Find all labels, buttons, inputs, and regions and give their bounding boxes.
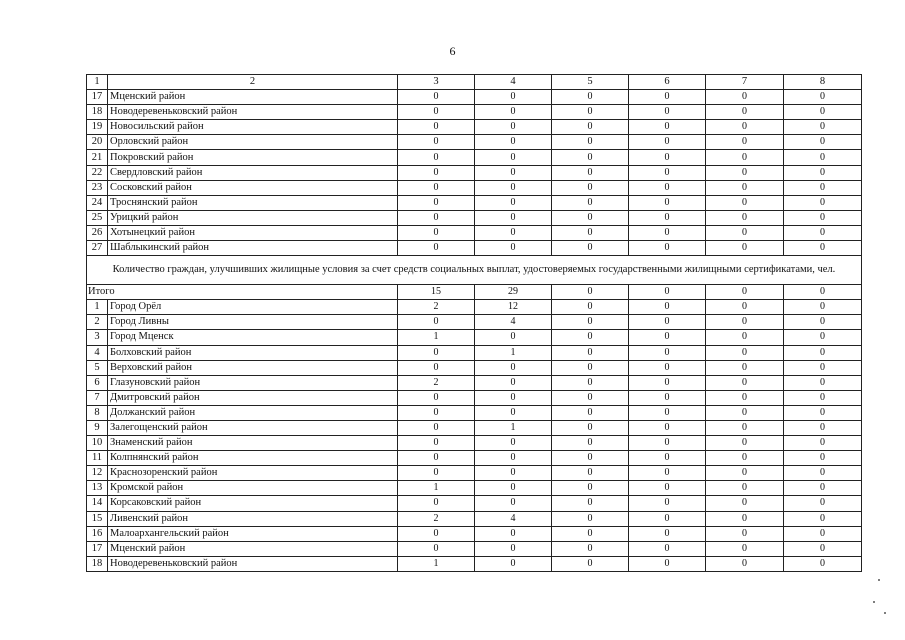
value-cell: 0 xyxy=(706,210,784,225)
table-row xyxy=(87,466,862,481)
total-value: 0 xyxy=(629,285,706,300)
value-cell: 2 xyxy=(398,511,475,526)
district-name: Покровский район xyxy=(108,150,398,165)
value-cell: 0 xyxy=(784,120,862,135)
value-cell: 0 xyxy=(784,300,862,315)
district-name: Шаблыкинский район xyxy=(108,241,398,256)
row-number: 10 xyxy=(87,436,108,451)
value-cell: 1 xyxy=(398,481,475,496)
total-value: 0 xyxy=(552,285,629,300)
value-cell: 0 xyxy=(552,541,629,556)
row-number: 12 xyxy=(87,466,108,481)
row-number: 6 xyxy=(87,375,108,390)
value-cell: 0 xyxy=(398,150,475,165)
value-cell: 0 xyxy=(398,165,475,180)
column-header: 4 xyxy=(475,75,552,90)
value-cell: 0 xyxy=(706,436,784,451)
table-row xyxy=(87,120,862,135)
value-cell: 0 xyxy=(629,556,706,571)
value-cell: 0 xyxy=(552,165,629,180)
row-number: 21 xyxy=(87,150,108,165)
value-cell: 0 xyxy=(475,330,552,345)
value-cell: 0 xyxy=(398,135,475,150)
row-number: 17 xyxy=(87,541,108,556)
value-cell: 0 xyxy=(475,165,552,180)
total-value: 29 xyxy=(475,285,552,300)
value-cell: 0 xyxy=(475,241,552,256)
value-cell: 0 xyxy=(784,451,862,466)
district-name: Кромской район xyxy=(108,481,398,496)
column-header: 1 xyxy=(87,75,108,90)
value-cell: 0 xyxy=(629,120,706,135)
value-cell: 0 xyxy=(398,405,475,420)
row-number: 11 xyxy=(87,451,108,466)
row-number: 26 xyxy=(87,225,108,240)
value-cell: 0 xyxy=(784,541,862,556)
value-cell: 0 xyxy=(552,241,629,256)
row-number: 14 xyxy=(87,496,108,511)
value-cell: 0 xyxy=(784,511,862,526)
value-cell: 0 xyxy=(784,526,862,541)
table-row xyxy=(87,195,862,210)
value-cell: 0 xyxy=(475,105,552,120)
value-cell: 0 xyxy=(552,496,629,511)
value-cell: 0 xyxy=(552,195,629,210)
row-number: 19 xyxy=(87,120,108,135)
district-name: Город Мценск xyxy=(108,330,398,345)
value-cell: 0 xyxy=(552,135,629,150)
district-name: Малоархангельский район xyxy=(108,526,398,541)
value-cell: 0 xyxy=(784,90,862,105)
district-name: Дмитровский район xyxy=(108,390,398,405)
row-number: 8 xyxy=(87,405,108,420)
value-cell: 0 xyxy=(398,451,475,466)
value-cell: 0 xyxy=(398,360,475,375)
value-cell: 0 xyxy=(629,150,706,165)
value-cell: 0 xyxy=(398,120,475,135)
district-name: Ливенский район xyxy=(108,511,398,526)
value-cell: 0 xyxy=(629,405,706,420)
value-cell: 0 xyxy=(706,195,784,210)
table-row xyxy=(87,405,862,420)
column-header: 7 xyxy=(706,75,784,90)
value-cell: 0 xyxy=(475,481,552,496)
value-cell: 0 xyxy=(629,300,706,315)
value-cell: 0 xyxy=(398,345,475,360)
district-name: Город Ливны xyxy=(108,315,398,330)
value-cell: 1 xyxy=(398,330,475,345)
row-number: 17 xyxy=(87,90,108,105)
table-row xyxy=(87,90,862,105)
table-row xyxy=(87,165,862,180)
value-cell: 0 xyxy=(706,345,784,360)
section-heading-row xyxy=(87,256,862,285)
value-cell: 0 xyxy=(706,511,784,526)
value-cell: 0 xyxy=(475,120,552,135)
row-number: 20 xyxy=(87,135,108,150)
value-cell: 0 xyxy=(629,360,706,375)
value-cell: 0 xyxy=(784,195,862,210)
value-cell: 0 xyxy=(552,360,629,375)
row-number: 18 xyxy=(87,556,108,571)
value-cell: 0 xyxy=(552,345,629,360)
value-cell: 0 xyxy=(398,541,475,556)
value-cell: 1 xyxy=(475,345,552,360)
table-row xyxy=(87,375,862,390)
value-cell: 0 xyxy=(706,405,784,420)
value-cell: 0 xyxy=(629,466,706,481)
value-cell: 0 xyxy=(629,90,706,105)
district-name: Хотынецкий район xyxy=(108,225,398,240)
table-row xyxy=(87,541,862,556)
table-row xyxy=(87,300,862,315)
column-header: 6 xyxy=(629,75,706,90)
value-cell: 0 xyxy=(398,195,475,210)
value-cell: 0 xyxy=(706,150,784,165)
value-cell: 0 xyxy=(629,436,706,451)
district-name: Краснозоренский район xyxy=(108,466,398,481)
total-value: 0 xyxy=(784,285,862,300)
value-cell: 0 xyxy=(398,390,475,405)
table-row xyxy=(87,360,862,375)
column-header: 5 xyxy=(552,75,629,90)
value-cell: 0 xyxy=(629,526,706,541)
value-cell: 0 xyxy=(784,150,862,165)
value-cell: 0 xyxy=(784,345,862,360)
value-cell: 0 xyxy=(706,481,784,496)
value-cell: 0 xyxy=(629,135,706,150)
value-cell: 0 xyxy=(475,225,552,240)
value-cell: 0 xyxy=(706,241,784,256)
row-number: 24 xyxy=(87,195,108,210)
value-cell: 0 xyxy=(475,496,552,511)
district-name: Верховский район xyxy=(108,360,398,375)
table-row xyxy=(87,481,862,496)
table-row xyxy=(87,345,862,360)
column-header: 3 xyxy=(398,75,475,90)
value-cell: 0 xyxy=(706,105,784,120)
value-cell: 0 xyxy=(629,496,706,511)
total-row xyxy=(87,285,862,300)
district-name: Мценский район xyxy=(108,541,398,556)
table-row xyxy=(87,225,862,240)
value-cell: 0 xyxy=(552,511,629,526)
value-cell: 0 xyxy=(398,90,475,105)
table-body xyxy=(87,75,862,572)
value-cell: 0 xyxy=(552,556,629,571)
value-cell: 0 xyxy=(784,496,862,511)
value-cell: 0 xyxy=(629,165,706,180)
value-cell: 2 xyxy=(398,300,475,315)
value-cell: 0 xyxy=(706,420,784,435)
value-cell: 0 xyxy=(475,150,552,165)
district-name: Колпнянский район xyxy=(108,451,398,466)
value-cell: 0 xyxy=(629,481,706,496)
value-cell: 0 xyxy=(552,526,629,541)
value-cell: 0 xyxy=(784,135,862,150)
value-cell: 0 xyxy=(552,315,629,330)
value-cell: 0 xyxy=(552,330,629,345)
table-row xyxy=(87,496,862,511)
value-cell: 0 xyxy=(706,300,784,315)
row-number: 23 xyxy=(87,180,108,195)
row-number: 2 xyxy=(87,315,108,330)
value-cell: 0 xyxy=(475,556,552,571)
district-name: Новодеревеньковский район xyxy=(108,556,398,571)
value-cell: 0 xyxy=(398,496,475,511)
district-name: Глазуновский район xyxy=(108,375,398,390)
value-cell: 0 xyxy=(706,541,784,556)
row-number: 18 xyxy=(87,105,108,120)
value-cell: 0 xyxy=(629,195,706,210)
value-cell: 0 xyxy=(784,105,862,120)
value-cell: 0 xyxy=(398,241,475,256)
value-cell: 0 xyxy=(784,165,862,180)
row-number: 1 xyxy=(87,300,108,315)
district-name: Урицкий район xyxy=(108,210,398,225)
value-cell: 0 xyxy=(706,330,784,345)
value-cell: 0 xyxy=(706,225,784,240)
value-cell: 0 xyxy=(552,481,629,496)
value-cell: 0 xyxy=(475,90,552,105)
district-name: Новосильский район xyxy=(108,120,398,135)
scan-speck xyxy=(884,612,886,614)
value-cell: 0 xyxy=(629,180,706,195)
value-cell: 0 xyxy=(398,315,475,330)
row-number: 4 xyxy=(87,345,108,360)
value-cell: 1 xyxy=(475,420,552,435)
value-cell: 0 xyxy=(784,375,862,390)
table-row xyxy=(87,420,862,435)
table-row xyxy=(87,180,862,195)
value-cell: 0 xyxy=(475,180,552,195)
column-header: 2 xyxy=(108,75,398,90)
district-name: Новодеревеньковский район xyxy=(108,105,398,120)
district-name: Орловский район xyxy=(108,135,398,150)
table-row xyxy=(87,210,862,225)
table-row xyxy=(87,436,862,451)
value-cell: 0 xyxy=(784,210,862,225)
district-name: Залегощенский район xyxy=(108,420,398,435)
value-cell: 0 xyxy=(475,375,552,390)
row-number: 7 xyxy=(87,390,108,405)
value-cell: 0 xyxy=(784,241,862,256)
value-cell: 0 xyxy=(552,300,629,315)
table-row xyxy=(87,526,862,541)
section-heading: Количество граждан, улучшивших жилищные условия за счет средств социальных выплат, удостоверяемых государственными жилищными сертификатами, чел. xyxy=(87,256,862,285)
header-row xyxy=(87,75,862,90)
table-row xyxy=(87,105,862,120)
value-cell: 12 xyxy=(475,300,552,315)
value-cell: 0 xyxy=(552,451,629,466)
value-cell: 0 xyxy=(784,360,862,375)
value-cell: 0 xyxy=(398,466,475,481)
value-cell: 0 xyxy=(629,210,706,225)
value-cell: 0 xyxy=(706,556,784,571)
value-cell: 0 xyxy=(629,541,706,556)
value-cell: 0 xyxy=(552,210,629,225)
value-cell: 0 xyxy=(629,390,706,405)
value-cell: 0 xyxy=(552,405,629,420)
value-cell: 0 xyxy=(552,105,629,120)
value-cell: 0 xyxy=(784,481,862,496)
value-cell: 0 xyxy=(706,360,784,375)
value-cell: 0 xyxy=(552,466,629,481)
table-row xyxy=(87,511,862,526)
value-cell: 0 xyxy=(475,466,552,481)
row-number: 9 xyxy=(87,420,108,435)
total-label: Итого xyxy=(87,285,398,300)
value-cell: 0 xyxy=(784,405,862,420)
value-cell: 0 xyxy=(552,375,629,390)
value-cell: 0 xyxy=(475,360,552,375)
value-cell: 0 xyxy=(706,496,784,511)
table-row xyxy=(87,451,862,466)
value-cell: 0 xyxy=(706,165,784,180)
value-cell: 0 xyxy=(629,315,706,330)
table-row xyxy=(87,556,862,571)
value-cell: 0 xyxy=(475,405,552,420)
value-cell: 0 xyxy=(706,180,784,195)
value-cell: 0 xyxy=(475,526,552,541)
value-cell: 0 xyxy=(475,210,552,225)
district-name: Болховский район xyxy=(108,345,398,360)
district-name: Свердловский район xyxy=(108,165,398,180)
column-header: 8 xyxy=(784,75,862,90)
district-name: Знаменский район xyxy=(108,436,398,451)
table-row xyxy=(87,150,862,165)
value-cell: 0 xyxy=(552,420,629,435)
row-number: 25 xyxy=(87,210,108,225)
value-cell: 0 xyxy=(398,180,475,195)
value-cell: 0 xyxy=(629,420,706,435)
value-cell: 0 xyxy=(784,225,862,240)
value-cell: 0 xyxy=(398,225,475,240)
value-cell: 0 xyxy=(629,105,706,120)
value-cell: 0 xyxy=(629,345,706,360)
value-cell: 2 xyxy=(398,375,475,390)
table-row xyxy=(87,330,862,345)
scan-speck xyxy=(878,579,880,581)
value-cell: 0 xyxy=(706,120,784,135)
value-cell: 0 xyxy=(629,330,706,345)
value-cell: 0 xyxy=(706,375,784,390)
value-cell: 0 xyxy=(706,466,784,481)
value-cell: 0 xyxy=(552,90,629,105)
value-cell: 0 xyxy=(398,105,475,120)
value-cell: 0 xyxy=(706,451,784,466)
district-name: Троснянский район xyxy=(108,195,398,210)
value-cell: 0 xyxy=(398,526,475,541)
district-name: Сосковский район xyxy=(108,180,398,195)
row-number: 27 xyxy=(87,241,108,256)
value-cell: 0 xyxy=(784,420,862,435)
value-cell: 0 xyxy=(784,180,862,195)
table-row xyxy=(87,315,862,330)
table-row xyxy=(87,241,862,256)
value-cell: 0 xyxy=(629,511,706,526)
total-value: 15 xyxy=(398,285,475,300)
value-cell: 4 xyxy=(475,511,552,526)
page-number: 6 xyxy=(449,44,456,58)
row-number: 13 xyxy=(87,481,108,496)
district-name: Мценский район xyxy=(108,90,398,105)
row-number: 15 xyxy=(87,511,108,526)
value-cell: 0 xyxy=(398,436,475,451)
row-number: 3 xyxy=(87,330,108,345)
district-name: Корсаковский район xyxy=(108,496,398,511)
value-cell: 0 xyxy=(706,390,784,405)
district-name: Должанский район xyxy=(108,405,398,420)
value-cell: 0 xyxy=(475,541,552,556)
value-cell: 0 xyxy=(784,556,862,571)
value-cell: 0 xyxy=(475,436,552,451)
value-cell: 0 xyxy=(552,390,629,405)
value-cell: 0 xyxy=(475,135,552,150)
table-row xyxy=(87,135,862,150)
value-cell: 4 xyxy=(475,315,552,330)
total-value: 0 xyxy=(706,285,784,300)
value-cell: 0 xyxy=(475,451,552,466)
value-cell: 0 xyxy=(475,390,552,405)
value-cell: 0 xyxy=(475,195,552,210)
value-cell: 0 xyxy=(629,241,706,256)
value-cell: 0 xyxy=(629,225,706,240)
data-table xyxy=(86,74,862,572)
value-cell: 0 xyxy=(552,150,629,165)
value-cell: 0 xyxy=(552,436,629,451)
value-cell: 0 xyxy=(706,135,784,150)
value-cell: 0 xyxy=(552,225,629,240)
value-cell: 1 xyxy=(398,556,475,571)
value-cell: 0 xyxy=(706,90,784,105)
value-cell: 0 xyxy=(784,390,862,405)
value-cell: 0 xyxy=(784,330,862,345)
value-cell: 0 xyxy=(784,315,862,330)
value-cell: 0 xyxy=(706,315,784,330)
value-cell: 0 xyxy=(629,451,706,466)
scan-speck xyxy=(873,601,875,603)
value-cell: 0 xyxy=(552,180,629,195)
value-cell: 0 xyxy=(784,466,862,481)
value-cell: 0 xyxy=(629,375,706,390)
value-cell: 0 xyxy=(552,120,629,135)
value-cell: 0 xyxy=(706,526,784,541)
value-cell: 0 xyxy=(398,210,475,225)
value-cell: 0 xyxy=(784,436,862,451)
row-number: 16 xyxy=(87,526,108,541)
row-number: 5 xyxy=(87,360,108,375)
row-number: 22 xyxy=(87,165,108,180)
value-cell: 0 xyxy=(398,420,475,435)
table-row xyxy=(87,390,862,405)
district-name: Город Орёл xyxy=(108,300,398,315)
